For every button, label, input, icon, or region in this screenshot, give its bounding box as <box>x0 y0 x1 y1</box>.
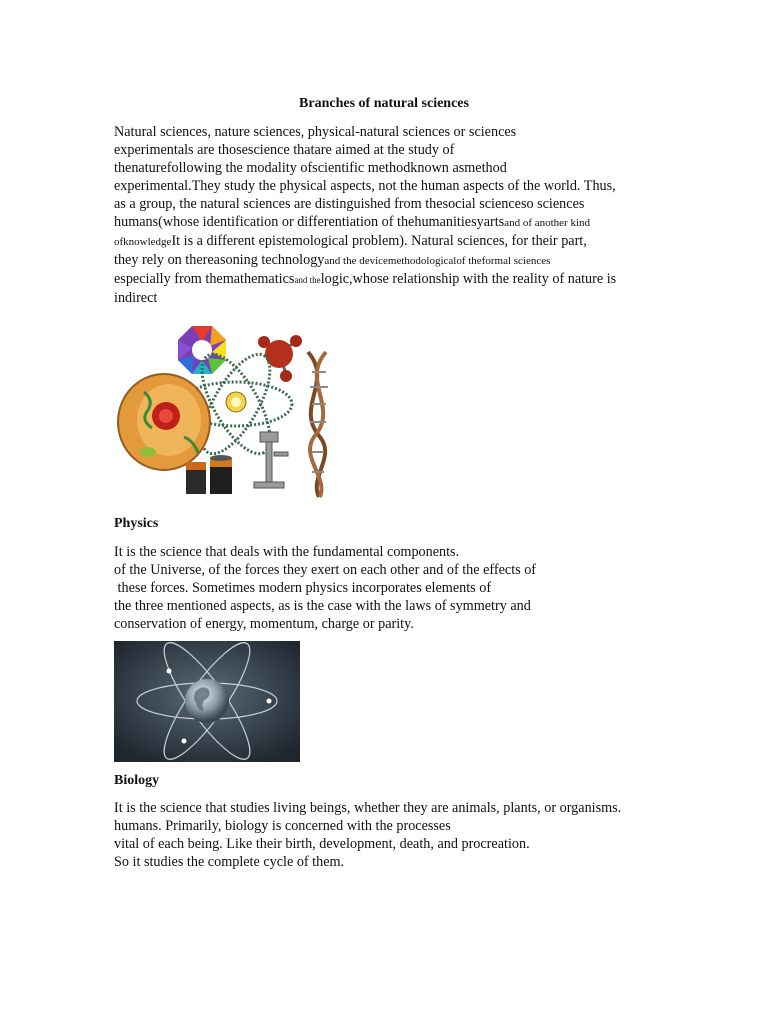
document-title: Branches of natural sciences <box>299 96 469 111</box>
physics-line: these forces. Sometimes modern physics incorporates elements of <box>114 580 492 596</box>
globe-icon <box>185 679 229 723</box>
intro-line: indirect <box>114 290 158 306</box>
intro-line: especially from themathematicsand thelogic,whose relationship with the reality of nature is <box>114 271 617 287</box>
biology-line: It is the science that studies living beings, whether they are animals, plants, or organisms. <box>114 800 622 816</box>
batteries-icon <box>186 455 232 494</box>
intro-line: as a group, the natural sciences are distinguished from thesocial scienceso sciences <box>114 196 585 212</box>
physics-line: conservation of energy, momentum, charge or parity. <box>114 616 414 632</box>
dna-helix-icon <box>308 352 328 497</box>
biology-line: humans. Primarily, biology is concerned with the processes <box>114 818 451 834</box>
biology-line: So it studies the complete cycle of them. <box>114 854 345 870</box>
intro-line: they rely on thereasoning technologyand the devicemethodologicalof theformal sciences <box>114 252 551 268</box>
physics-line: the three mentioned aspects, as is the case with the laws of symmetry and <box>114 598 531 614</box>
microscope-icon <box>254 432 288 488</box>
intro-line: experimentals are thosescience thatare aimed at the study of <box>114 142 455 158</box>
intro-line: Natural sciences, nature sciences, physical-natural sciences or sciences <box>114 124 517 140</box>
intro-line: ofknowledgeIt is a different epistemological problem). Natural sciences, for their part, <box>114 233 587 249</box>
color-octagon-icon <box>178 326 226 374</box>
intro-paragraph <box>114 123 674 307</box>
intro-line: thenaturefollowing the modality ofscientific methodknown asmethod <box>114 160 507 176</box>
biology-paragraph <box>114 799 674 871</box>
intro-line: experimental.They study the physical aspects, not the human aspects of the world. Thus, <box>114 178 616 194</box>
physics-line: It is the science that deals with the fundamental components. <box>114 544 460 560</box>
science-collage-image <box>114 312 336 508</box>
globe-atom-image <box>114 641 300 762</box>
biology-heading: Biology <box>114 773 160 788</box>
molecule-icon <box>258 335 302 382</box>
physics-heading: Physics <box>114 516 159 531</box>
cell-icon <box>118 374 210 470</box>
physics-line: of the Universe, of the forces they exert on each other and of the effects of <box>114 562 537 578</box>
biology-line: vital of each being. Like their birth, development, death, and procreation. <box>114 836 530 852</box>
intro-line: humans(whose identification or differentiation of thehumanitiesyartsand of another kind <box>114 214 591 230</box>
physics-paragraph <box>114 543 674 633</box>
